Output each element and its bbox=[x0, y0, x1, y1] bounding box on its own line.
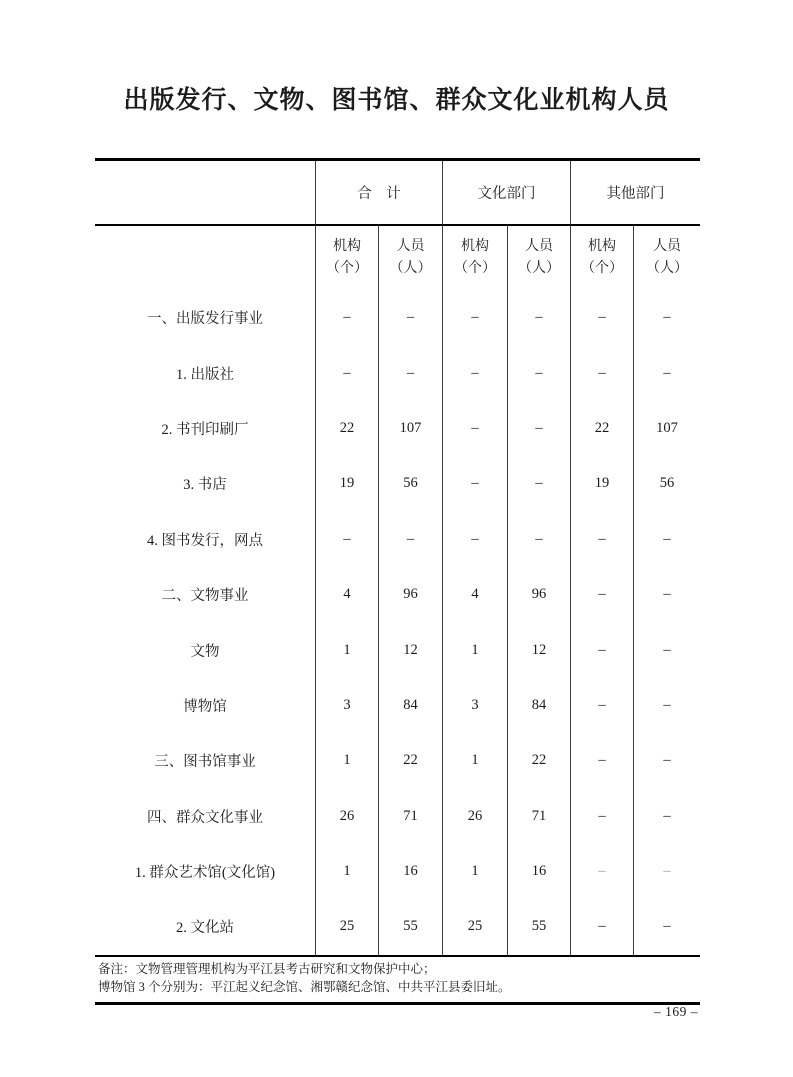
value-cell: – bbox=[570, 678, 633, 733]
value-cell: 1 bbox=[315, 844, 378, 899]
value-cell: – bbox=[442, 345, 507, 400]
row-label: 4. 图书发行，网点 bbox=[147, 532, 263, 549]
table-sub-header-row bbox=[95, 226, 700, 290]
value-cell: 16 bbox=[507, 844, 570, 899]
value-cell: 25 bbox=[442, 899, 507, 954]
value-cell: – bbox=[315, 345, 378, 400]
value-cell: – bbox=[633, 844, 700, 899]
value-cell: 26 bbox=[315, 789, 378, 844]
value-cell: – bbox=[507, 290, 570, 345]
value-cell: – bbox=[570, 899, 633, 954]
value-cell: 1 bbox=[315, 622, 378, 677]
value-cell: 12 bbox=[378, 622, 442, 677]
value-cell: 56 bbox=[633, 456, 700, 511]
value-cell: 1 bbox=[442, 622, 507, 677]
table-group-header-row bbox=[95, 161, 700, 226]
value-cell: 107 bbox=[633, 401, 700, 456]
value-cell: – bbox=[507, 512, 570, 567]
value-cell: 1 bbox=[315, 733, 378, 788]
row-label: 2. 书刊印刷厂 bbox=[161, 421, 249, 438]
value-cell: – bbox=[570, 345, 633, 400]
sub-header-line2: （人） bbox=[389, 261, 432, 276]
value-cell: 3 bbox=[315, 678, 378, 733]
value-cell: 4 bbox=[315, 567, 378, 622]
sub-header-line1: 人员 bbox=[396, 239, 425, 255]
value-cell: 25 bbox=[315, 899, 378, 954]
value-cell: 12 bbox=[507, 622, 570, 677]
value-cell: – bbox=[633, 345, 700, 400]
row-label: 文物 bbox=[190, 643, 220, 660]
value-cell: 22 bbox=[570, 401, 633, 456]
row-label: 博物馆 bbox=[183, 698, 227, 715]
value-cell: – bbox=[633, 899, 700, 954]
page-title: 出版发行、文物、图书馆、群众文化业机构人员 bbox=[123, 87, 670, 114]
value-cell: – bbox=[442, 456, 507, 511]
sub-header-empty-cell bbox=[95, 226, 315, 290]
table-footnotes bbox=[95, 955, 700, 1003]
value-cell: 96 bbox=[378, 567, 442, 622]
value-cell: 4 bbox=[442, 567, 507, 622]
value-cell: 1 bbox=[442, 844, 507, 899]
row-label: 3. 书店 bbox=[183, 477, 227, 494]
value-cell: – bbox=[570, 789, 633, 844]
value-cell: 96 bbox=[507, 567, 570, 622]
value-cell: – bbox=[378, 512, 442, 567]
value-cell: – bbox=[315, 290, 378, 345]
value-cell: – bbox=[570, 567, 633, 622]
sub-header-line1: 机构 bbox=[461, 239, 489, 255]
value-cell: 3 bbox=[442, 678, 507, 733]
value-cell: – bbox=[633, 290, 700, 345]
value-cell: – bbox=[633, 733, 700, 788]
value-cell: 22 bbox=[378, 733, 442, 788]
sub-header-line2: （个） bbox=[454, 261, 496, 276]
row-label: 二、文物事业 bbox=[161, 588, 249, 605]
sub-header-line1: 机构 bbox=[333, 239, 361, 255]
sub-header-institutions bbox=[442, 226, 507, 290]
sub-header-line1: 机构 bbox=[588, 239, 616, 255]
table-body bbox=[95, 290, 700, 955]
statistics-table bbox=[95, 158, 700, 1005]
row-label: 2. 文化站 bbox=[176, 920, 234, 937]
value-cell: 19 bbox=[315, 456, 378, 511]
sub-header-line1: 人员 bbox=[653, 239, 681, 255]
row-label: 1. 出版社 bbox=[176, 366, 234, 383]
row-label: 一、出版发行事业 bbox=[147, 311, 263, 328]
value-cell: – bbox=[633, 567, 700, 622]
value-cell: 1 bbox=[442, 733, 507, 788]
value-cell: – bbox=[378, 345, 442, 400]
value-cell: 107 bbox=[378, 401, 442, 456]
value-cell: – bbox=[633, 789, 700, 844]
value-cell: 55 bbox=[378, 899, 442, 954]
value-cell: – bbox=[633, 622, 700, 677]
value-cell: – bbox=[315, 512, 378, 567]
sub-header-line1: 人员 bbox=[525, 239, 553, 255]
footnote-line: 备注：文物管理管理机构为平江县考古研究和文物保护中心； bbox=[98, 961, 436, 976]
value-cell: 22 bbox=[315, 401, 378, 456]
value-cell: – bbox=[507, 401, 570, 456]
value-cell: 56 bbox=[378, 456, 442, 511]
sub-header-institutions bbox=[315, 226, 378, 290]
value-cell: 84 bbox=[378, 678, 442, 733]
value-cell: – bbox=[570, 844, 633, 899]
sub-header-personnel bbox=[507, 226, 570, 290]
value-cell: – bbox=[507, 456, 570, 511]
group-header-other-dept: 其他部门 bbox=[570, 161, 700, 224]
sub-header-line2: （人） bbox=[518, 261, 560, 276]
group-header-total: 合 计 bbox=[315, 161, 442, 224]
value-cell: – bbox=[378, 290, 442, 345]
group-header-culture-dept: 文化部门 bbox=[442, 161, 570, 224]
value-cell: 71 bbox=[507, 789, 570, 844]
sub-header-line2: （人） bbox=[646, 261, 688, 276]
value-cell: 16 bbox=[378, 844, 442, 899]
value-cell: 84 bbox=[507, 678, 570, 733]
sub-header-personnel bbox=[633, 226, 700, 290]
row-label: 三、图书馆事业 bbox=[154, 754, 256, 771]
sub-header-line2: （个） bbox=[326, 261, 368, 276]
sub-header-institutions bbox=[570, 226, 633, 290]
group-header-empty-cell bbox=[95, 161, 315, 224]
sub-header-line2: （个） bbox=[581, 261, 623, 276]
value-cell: 26 bbox=[442, 789, 507, 844]
value-cell: 55 bbox=[507, 899, 570, 954]
footnote-line: 博物馆 3 个分别为：平江起义纪念馆、湘鄂赣纪念馆、中共平江县委旧址。 bbox=[98, 980, 511, 995]
value-cell: 19 bbox=[570, 456, 633, 511]
value-cell: – bbox=[507, 345, 570, 400]
sub-header-personnel bbox=[378, 226, 442, 290]
row-label: 四、群众文化事业 bbox=[147, 809, 263, 826]
value-cell: – bbox=[570, 733, 633, 788]
value-cell: – bbox=[570, 512, 633, 567]
value-cell: – bbox=[442, 512, 507, 567]
row-label: 1. 群众艺术馆(文化馆) bbox=[134, 865, 276, 882]
value-cell: – bbox=[633, 512, 700, 567]
value-cell: – bbox=[442, 401, 507, 456]
value-cell: – bbox=[570, 622, 633, 677]
page-number: – 169 – bbox=[654, 1004, 698, 1019]
value-cell: – bbox=[633, 678, 700, 733]
value-cell: – bbox=[442, 290, 507, 345]
value-cell: – bbox=[570, 290, 633, 345]
value-cell: 71 bbox=[378, 789, 442, 844]
value-cell: 22 bbox=[507, 733, 570, 788]
